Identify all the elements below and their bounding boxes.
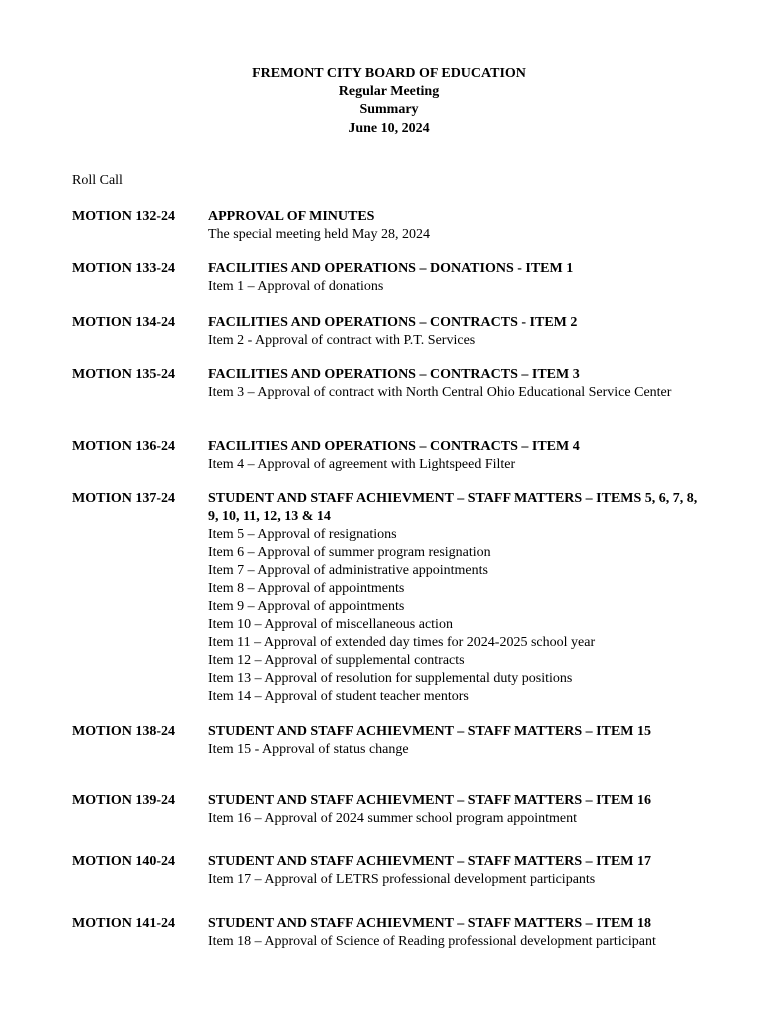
motion-item: Item 9 – Approval of appointments bbox=[208, 599, 405, 614]
motion-item: Item 3 – Approval of contract with North Central Ohio Educational Service Center bbox=[208, 385, 672, 400]
motion-item: Item 11 – Approval of extended day times for 2024-2025 school year bbox=[208, 635, 596, 650]
roll-call: Roll Call bbox=[72, 173, 123, 188]
motion-number: MOTION 133-24 bbox=[72, 261, 176, 276]
motion-title: APPROVAL OF MINUTES bbox=[208, 209, 375, 224]
motion-item: Item 8 – Approval of appointments bbox=[208, 581, 405, 596]
motion-item: Item 2 - Approval of contract with P.T. Services bbox=[208, 333, 476, 348]
motion-body bbox=[208, 792, 708, 828]
motion-number: MOTION 134-24 bbox=[72, 315, 176, 330]
board-name: FREMONT CITY BOARD OF EDUCATION bbox=[252, 66, 526, 81]
meeting-type: Regular Meeting bbox=[338, 84, 440, 100]
motion-title: STUDENT AND STAFF ACHIEVMENT – STAFF MATTERS – ITEM 18 bbox=[208, 916, 652, 931]
motion-number: MOTION 136-24 bbox=[72, 439, 176, 454]
motion-item: Item 7 – Approval of administrative appointments bbox=[208, 563, 488, 578]
document-type: Summary bbox=[359, 102, 419, 118]
motion-item: Item 6 – Approval of summer program resignation bbox=[208, 545, 491, 560]
motion-title: STUDENT AND STAFF ACHIEVMENT – STAFF MATTERS – ITEMS 5, 6, 7, 8, 9, 10, 11, 12, 13 & 14 bbox=[208, 491, 698, 524]
motion-item: Item 5 – Approval of resignations bbox=[208, 527, 397, 542]
motion-title: STUDENT AND STAFF ACHIEVMENT – STAFF MATTERS – ITEM 17 bbox=[208, 854, 652, 869]
motion-body bbox=[208, 366, 708, 402]
motion-body bbox=[208, 260, 708, 296]
motion-title: FACILITIES AND OPERATIONS – DONATIONS - ITEM 1 bbox=[208, 261, 574, 276]
motion-item: Item 14 – Approval of student teacher mentors bbox=[208, 689, 469, 704]
motion-item: Item 16 – Approval of 2024 summer school program appointment bbox=[208, 811, 577, 826]
motion-item: Item 17 – Approval of LETRS professional development participants bbox=[208, 872, 596, 887]
document-header bbox=[0, 65, 770, 138]
motion-item: The special meeting held May 28, 2024 bbox=[208, 227, 430, 242]
motion-item: Item 10 – Approval of miscellaneous action bbox=[208, 617, 453, 632]
motion-item: Item 13 – Approval of resolution for supplemental duty positions bbox=[208, 671, 573, 686]
motion-number: MOTION 137-24 bbox=[72, 491, 176, 506]
motion-item: Item 12 – Approval of supplemental contracts bbox=[208, 653, 465, 668]
motion-body bbox=[208, 915, 708, 951]
motion-number: MOTION 135-24 bbox=[72, 367, 176, 382]
motion-title: STUDENT AND STAFF ACHIEVMENT – STAFF MATTERS – ITEM 16 bbox=[208, 793, 652, 808]
motion-body bbox=[208, 853, 708, 889]
motion-number: MOTION 138-24 bbox=[72, 724, 176, 739]
motion-number: MOTION 140-24 bbox=[72, 854, 176, 869]
motion-item: Item 4 – Approval of agreement with Lightspeed Filter bbox=[208, 457, 516, 472]
meeting-date: June 10, 2024 bbox=[348, 120, 430, 136]
motion-body bbox=[208, 208, 708, 244]
motion-item: Item 1 – Approval of donations bbox=[208, 279, 384, 294]
motion-body bbox=[208, 438, 708, 474]
motion-body bbox=[208, 490, 708, 706]
motion-number: MOTION 132-24 bbox=[72, 209, 176, 224]
motion-title: STUDENT AND STAFF ACHIEVMENT – STAFF MATTERS – ITEM 15 bbox=[208, 724, 652, 739]
motion-body bbox=[208, 314, 708, 350]
motion-item: Item 18 – Approval of Science of Reading professional development participant bbox=[208, 934, 656, 949]
motion-item: Item 15 - Approval of status change bbox=[208, 742, 409, 757]
motion-number: MOTION 139-24 bbox=[72, 793, 176, 808]
motion-number: MOTION 141-24 bbox=[72, 916, 176, 931]
motion-title: FACILITIES AND OPERATIONS – CONTRACTS – ITEM 3 bbox=[208, 367, 580, 382]
motion-title: FACILITIES AND OPERATIONS – CONTRACTS - ITEM 2 bbox=[208, 315, 578, 330]
motion-title: FACILITIES AND OPERATIONS – CONTRACTS – ITEM 4 bbox=[208, 439, 580, 454]
motion-body bbox=[208, 723, 708, 759]
